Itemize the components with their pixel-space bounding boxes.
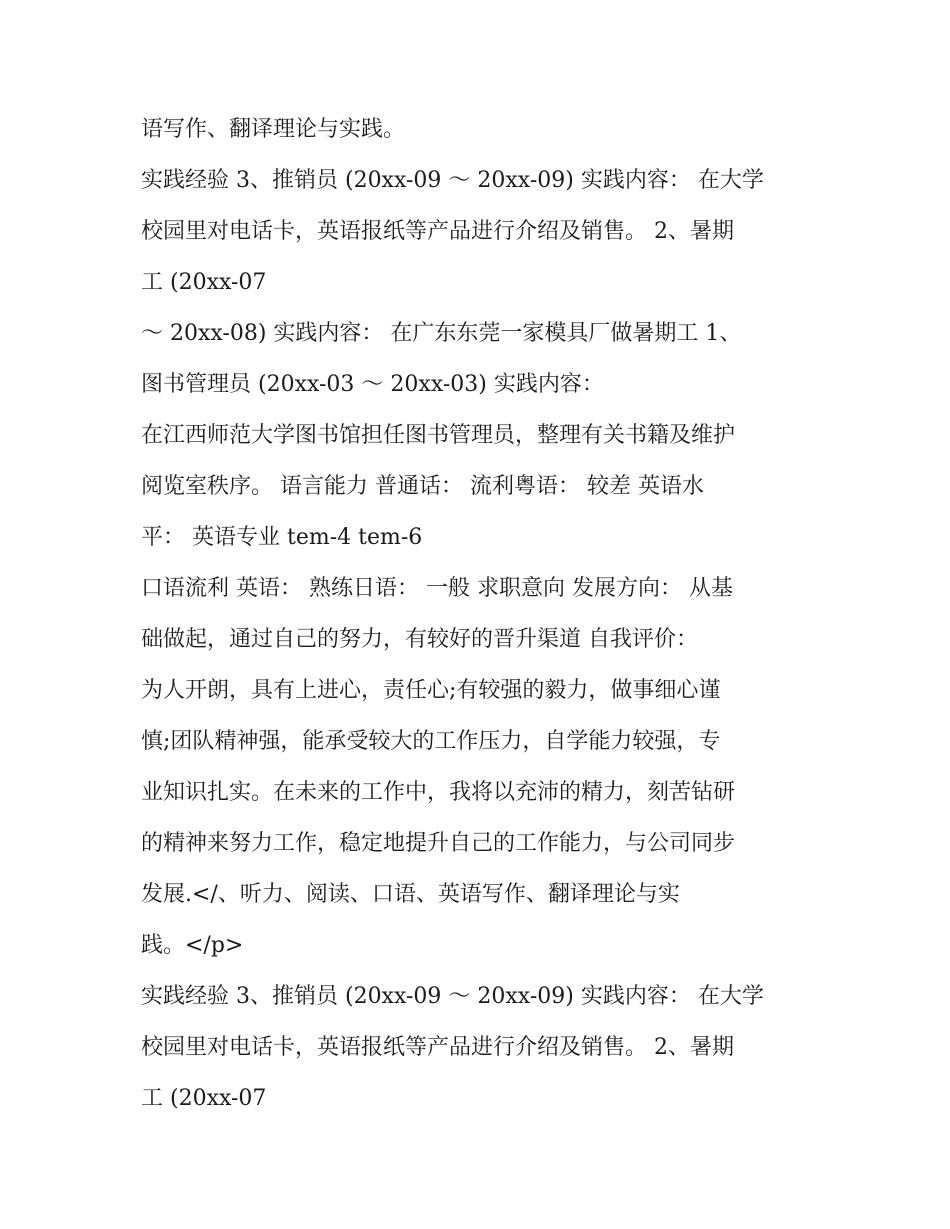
text-line: 校园里对电话卡，英语报纸等产品进行介绍及销售。 2、暑期 bbox=[141, 219, 734, 244]
document-body bbox=[141, 104, 831, 1124]
text-line: 业知识扎实。在未来的工作中，我将以充沛的精力，刻苦钻研 bbox=[141, 780, 736, 805]
text-line: 慎;团队精神强，能承受较大的工作压力，自学能力较强，专 bbox=[141, 729, 721, 754]
text-line: 实践经验 3、推销员 (20xx-09 ～ 20xx-09) 实践内容： 在大学 bbox=[141, 168, 764, 193]
text-line: 平： 英语专业 tem-4 tem-6 bbox=[141, 525, 423, 550]
text-line: 阅览室秩序。 语言能力 普通话： 流利粤语： 较差 英语水 bbox=[141, 474, 704, 499]
text-line: 在江西师范大学图书馆担任图书管理员，整理有关书籍及维护 bbox=[141, 423, 736, 448]
text-line: 践。</p> bbox=[141, 933, 244, 958]
text-line: 础做起，通过自己的努力，有较好的晋升渠道 自我评价： bbox=[141, 627, 698, 652]
text-line: 工 (20xx-07 bbox=[141, 270, 267, 295]
text-line: 发展.</、听力、阅读、口语、英语写作、翻译理论与实 bbox=[141, 882, 680, 907]
text-line: 图书管理员 (20xx-03 ～ 20xx-03) 实践内容： bbox=[141, 372, 604, 397]
text-line: 口语流利 英语： 熟练日语： 一般 求职意向 发展方向： 从基 bbox=[141, 576, 733, 601]
text-line: 为人开朗，具有上进心，责任心;有较强的毅力，做事细心谨 bbox=[141, 678, 721, 703]
text-line: ～ 20xx-08) 实践内容： 在广东东莞一家模具厂做暑期工 1、 bbox=[141, 321, 742, 346]
text-line: 工 (20xx-07 bbox=[141, 1086, 267, 1111]
text-line: 语写作、翻译理论与实践。 bbox=[141, 117, 406, 142]
text-line: 的精神来努力工作，稳定地提升自己的工作能力，与公司同步 bbox=[141, 831, 736, 856]
text-line: 校园里对电话卡，英语报纸等产品进行介绍及销售。 2、暑期 bbox=[141, 1035, 734, 1060]
text-line: 实践经验 3、推销员 (20xx-09 ～ 20xx-09) 实践内容： 在大学 bbox=[141, 984, 764, 1009]
